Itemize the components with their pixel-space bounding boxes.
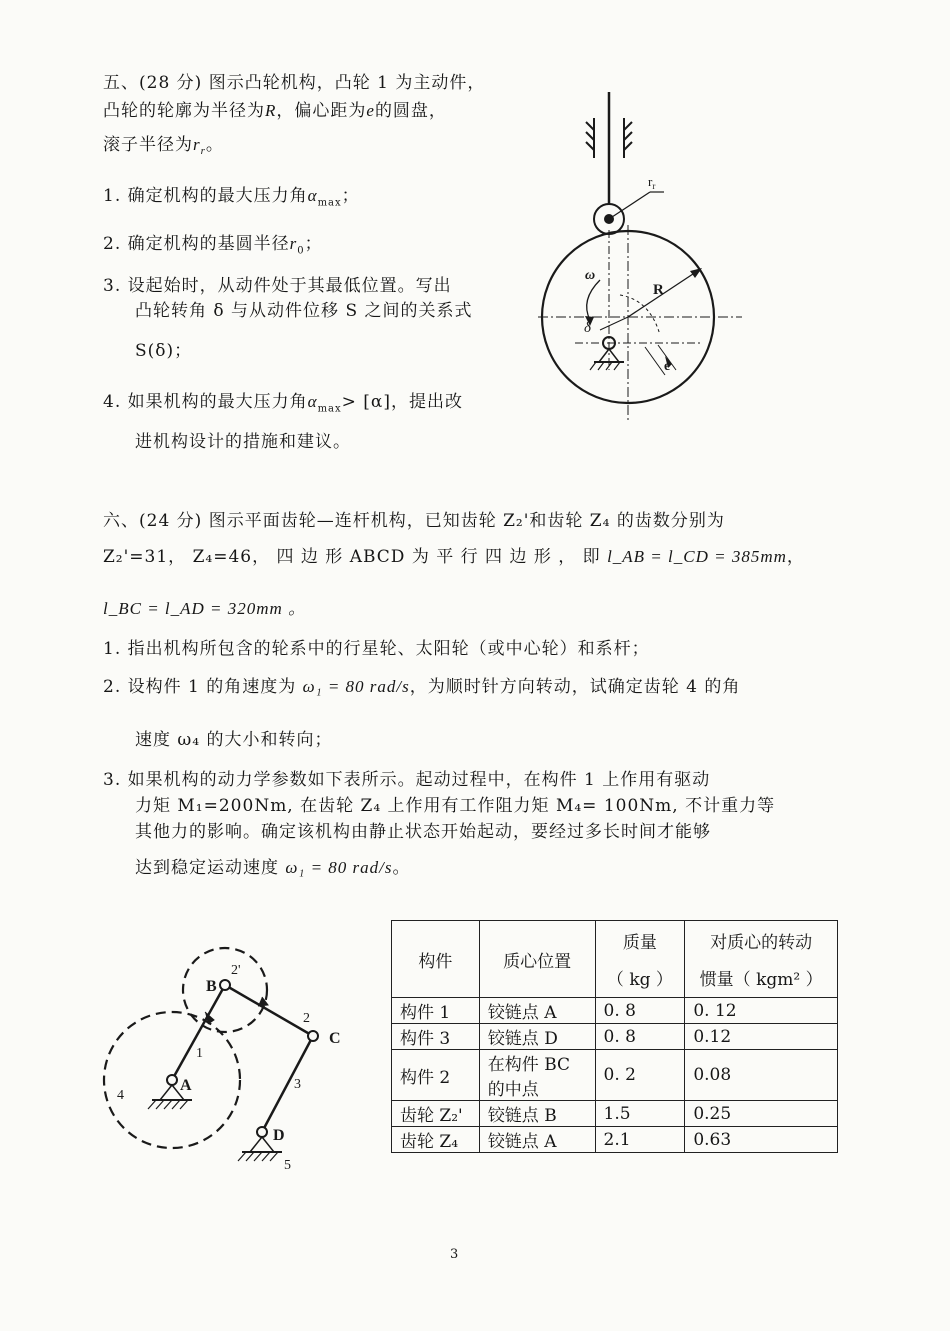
fig-D-label: D bbox=[273, 1127, 285, 1144]
table-row: 构件 2 在构件 BC 的中点 0. 2 0.08 bbox=[392, 1050, 838, 1101]
table-row: 构件 3 铰链点 D 0. 8 0.12 bbox=[392, 1024, 838, 1050]
dynamics-parameter-table bbox=[391, 920, 838, 1153]
q5-item3-line3: S(δ)； bbox=[135, 341, 193, 361]
fig-A-label: A bbox=[180, 1077, 192, 1094]
fig-rr-label: r bbox=[648, 174, 653, 189]
table-row: 齿轮 Z₂' 铰链点 B 1.5 0.25 bbox=[392, 1101, 838, 1127]
fig-delta-label: δ bbox=[584, 320, 591, 336]
header-mass: 质量 （ kg ） bbox=[595, 921, 685, 998]
q5-item4-line2: 进机构设计的措施和建议。 bbox=[135, 432, 351, 452]
header-inertia: 对质心的转动 惯量（ kgm² ） bbox=[685, 921, 838, 998]
q5-item4-line1: 4. 如果机构的最大压力角$\alpha_{max}> [\alpha]$，提出改 bbox=[103, 392, 464, 415]
header-member: 构件 bbox=[392, 921, 480, 998]
q6-item3-line1: 3. 如果机构的动力学参数如下表所示。起动过程中，在构件 1 上作用有驱动 bbox=[103, 770, 711, 790]
table-row: 构件 1 铰链点 A 0. 8 0. 12 bbox=[392, 998, 838, 1024]
gear-linkage-figure bbox=[100, 935, 370, 1180]
header-centroid: 质心位置 bbox=[479, 921, 595, 998]
fig-e-label: e bbox=[664, 359, 671, 374]
q6-intro-line1: 六、(24 分) 图示平面齿轮—连杆机构，已知齿轮 Z₂'和齿轮 Z₄ 的齿数分别为 bbox=[103, 511, 725, 531]
page-number: 3 bbox=[450, 1247, 459, 1262]
svg-text:rr: $r_r$ bbox=[648, 174, 656, 191]
cam-mechanism-figure bbox=[520, 85, 750, 460]
q5-item3-line1: 3. 设起始时，从动件处于其最低位置。写出 bbox=[103, 276, 452, 296]
table-row: 齿轮 Z₄ 铰链点 A 2.1 0.63 bbox=[392, 1127, 838, 1153]
q5-intro-line1: 五、(28 分) 图示凸轮机构，凸轮 1 为主动件， bbox=[103, 73, 486, 93]
q5-item1: 1. 确定机构的最大压力角$\alpha_{max}$； bbox=[103, 186, 360, 209]
q5-item2: 2. 确定机构的基圆半径$r_0$； bbox=[103, 234, 323, 257]
q6-item1: 1. 指出机构所包含的轮系中的行星轮、太阳轮（或中心轮）和系杆； bbox=[103, 639, 650, 659]
q5-item3-line2: 凸轮转角 δ 与从动件位移 S 之间的关系式 bbox=[135, 301, 473, 321]
fig-1-label: 1 bbox=[196, 1046, 203, 1061]
q6-item3-line4: 达到稳定运动速度 ω₁ = 80 rad/s。 bbox=[135, 858, 411, 878]
q6-item2-line1: 2. 设构件 1 的角速度为 ω₁ = 80 rad/s，为顺时针方向转动，试确定齿轮 4 的角 bbox=[103, 677, 741, 697]
fig-C-label: C bbox=[329, 1030, 341, 1047]
q6-item2-line2: 速度 ω₄ 的大小和转向； bbox=[135, 730, 333, 750]
fig-2-label: 2 bbox=[303, 1011, 310, 1026]
q6-intro-line2: Z₂'=31， Z₄=46， 四 边 形 ABCD 为 平 行 四 边 形 ， 即 l_AB = l_CD = 385mm， bbox=[103, 547, 805, 567]
fig-4-label: 4 bbox=[117, 1088, 124, 1103]
q5-intro-line3: 滚子半径为$r_r$。 bbox=[103, 135, 224, 158]
fig-3-label: 3 bbox=[294, 1077, 301, 1092]
fig-2prime-label: 2' bbox=[231, 963, 241, 978]
fig-5-label: 5 bbox=[284, 1158, 291, 1173]
table-header-row bbox=[392, 921, 838, 998]
fig-omega-label: ω bbox=[585, 268, 596, 283]
fig-R-label: R bbox=[653, 282, 664, 298]
q5-intro-line2: 凸轮的轮廓为半径为R，偏心距为e的圆盘， bbox=[103, 101, 447, 121]
q6-intro-line3: l_BC = l_AD = 320mm 。 bbox=[103, 599, 307, 618]
q6-item3-line2: 力矩 M₁=200Nm, 在齿轮 Z₄ 上作用有工作阻力矩 M₄= 100Nm, 不计重力等 bbox=[135, 796, 776, 816]
fig-B-label: B bbox=[206, 978, 217, 995]
q6-item3-line3: 其他力的影响。确定该机构由静止状态开始起动，要经过多长时间才能够 bbox=[135, 822, 711, 842]
